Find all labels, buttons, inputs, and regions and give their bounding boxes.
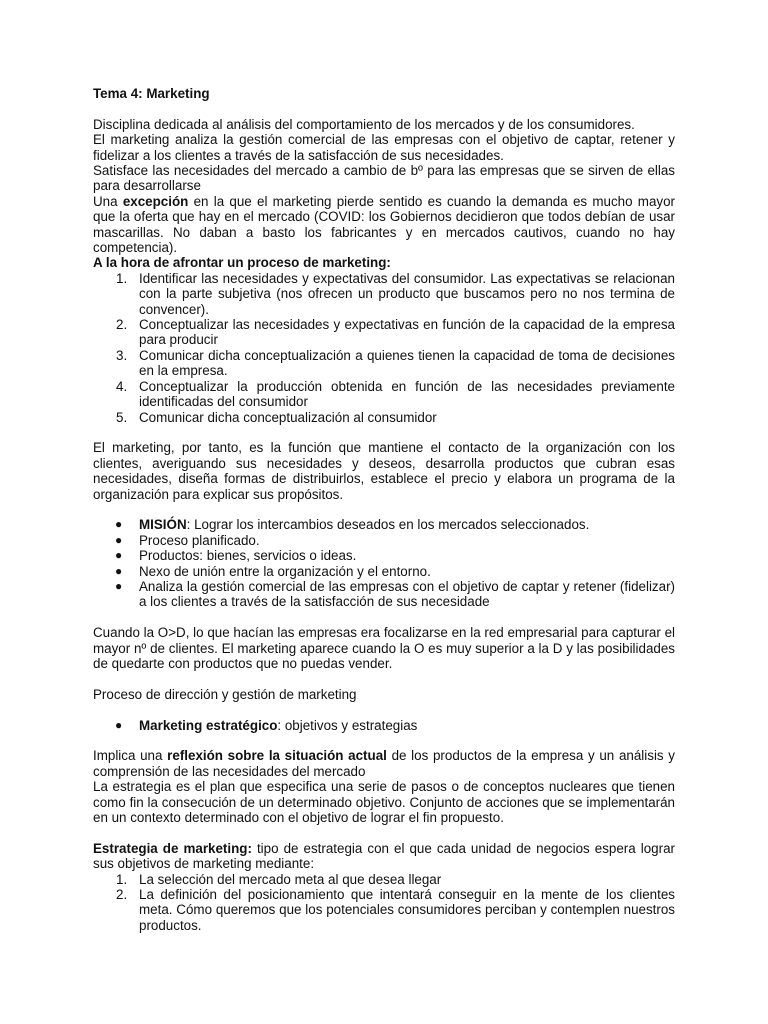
list-text: Conceptualizar la producción obtenida en función de las necesidades previamente identificadas del consumidor: [139, 378, 675, 410]
spacer: [93, 425, 675, 440]
list-number: 4.: [116, 378, 128, 394]
strategy-paragraph: La estrategia es el plan que especifica una serie de pasos o de conceptos nucleares que tienen como fin la consecución de un determinado objetivo. Conjunto de acciones que se implementarán en un contexto determinado con el objetivo de lograr el fin propuesto.: [93, 779, 675, 825]
bullet-icon: ●: [115, 578, 123, 593]
mission-bullet-list: [93, 517, 675, 609]
list-text: Productos: bienes, servicios o ideas.: [139, 548, 357, 564]
document-title: Tema 4: Marketing: [93, 86, 210, 101]
exception-post: en la que el marketing pierde sentido es cuando la demanda es mucho mayor que la oferta que hay en el mercado (COVID: los Gobiernos decidieron que todos debían de usar mascarillas. No daban a basto los fabricantes y en mercados cautivos, cuando no hay competencia).: [93, 193, 675, 256]
exception-bold: excepción: [122, 193, 189, 209]
marketing-strategy-text: tipo de estrategia con el que cada unidad de negocios espera lograr sus objetivos de marketing mediante:: [93, 840, 675, 872]
list-text: Proceso planificado.: [139, 532, 260, 548]
list-text: La selección del mercado meta al que desea llegar: [139, 871, 442, 887]
list-item: [93, 548, 675, 563]
list-item: [93, 564, 675, 579]
list-text: La definición del posicionamiento que intentará conseguir en la mente de los clientes meta. Cómo queremos que los potenciales consumidores perciban y contemplen nuestros productos.: [139, 887, 675, 933]
list-item: [93, 517, 675, 532]
exception-pre: Una: [93, 193, 123, 209]
list-number: 2.: [116, 317, 128, 333]
strategic-bullet-list: [93, 718, 675, 733]
list-item: [93, 348, 675, 379]
list-text: Comunicar dicha conceptualización a quienes tienen la capacidad de toma de decisiones en la empresa.: [139, 347, 675, 379]
spacer: [93, 610, 675, 625]
strategic-text: : objetivos y estrategias: [277, 717, 418, 733]
list-item: [93, 271, 675, 317]
intro-paragraph-1: Disciplina dedicada al análisis del comportamiento de los mercados y de los consumidores.: [93, 116, 635, 132]
bullet-icon: ●: [115, 548, 123, 563]
list-text: Identificar las necesidades y expectativas del consumidor. Las expectativas se relacionan con la parte subjetiva (nos ofrecen un producto que buscamos pero no nos termina de convencer).: [139, 270, 675, 317]
spacer: [93, 825, 675, 840]
implies-pre: Implica una: [93, 748, 168, 764]
supply-demand-paragraph: Cuando la O>D, lo que hacían las empresas era focalizarse en la red empresarial para capturar el mayor nº de clientes. El marketing aparece cuando la O es muy superior a la D y las posibilidades de quedarte con productos que no puedas vender.: [93, 625, 675, 671]
function-paragraph: El marketing, por tanto, es la función que mantiene el contacto de la organización con los clientes, averiguando sus necesidades y deseos, desarrolla productos que cubran esas necesidades, diseña formas de distribuirlos, establece el precio y elabora un programa de la organización para explicar sus propósitos.: [93, 440, 675, 502]
list-item: [93, 872, 675, 887]
exception-paragraph: [93, 194, 675, 256]
list-number: 5.: [116, 409, 128, 425]
process-list: [93, 271, 675, 425]
implies-paragraph: [93, 748, 675, 779]
list-text: Analiza la gestión comercial de las empresas con el objetivo de captar y retener (fidelizar) a los clientes a través de la satisfacción de sus necesidade: [139, 578, 675, 610]
implies-post: de los productos de la empresa y un análisis y comprensión de las necesidades del mercado: [93, 748, 675, 779]
list-item: [93, 718, 675, 733]
list-number: 2.: [116, 887, 128, 902]
list-text: Comunicar dicha conceptualización al consumidor: [139, 409, 437, 425]
list-text: Nexo de unión entre la organización y el entorno.: [139, 563, 431, 579]
marketing-strategy-list: [93, 872, 675, 934]
direction-heading: Proceso de dirección y gestión de marketing: [93, 686, 357, 702]
mision-label: MISIÓN: [139, 517, 187, 533]
process-heading: A la hora de afrontar un proceso de marketing:: [93, 255, 391, 271]
mision-text: : Lograr los intercambios deseados en los mercados seleccionados.: [186, 517, 590, 533]
list-item: [93, 317, 675, 348]
marketing-strategy-paragraph: [93, 841, 675, 872]
intro-paragraph-2: El marketing analiza la gestión comercial de las empresas con el objetivo de captar, retener y fidelizar a los clientes a través de la satisfacción de sus necesidades.: [93, 132, 675, 163]
bullet-icon: ●: [115, 532, 123, 547]
spacer: [93, 671, 675, 686]
spacer: [93, 101, 675, 116]
bullet-icon: ●: [115, 717, 123, 732]
list-number: 3.: [116, 347, 128, 363]
marketing-strategy-label: Estrategia de marketing:: [93, 840, 252, 856]
spacer: [93, 502, 675, 517]
spacer: [93, 733, 675, 748]
bullet-icon: ●: [115, 517, 123, 532]
bullet-icon: ●: [115, 563, 123, 578]
list-item: [93, 533, 675, 548]
list-text: Conceptualizar las necesidades y expectativas en función de la capacidad de la empresa para producir: [139, 317, 675, 348]
list-item: [93, 887, 675, 933]
spacer: [93, 702, 675, 717]
list-item: [93, 579, 675, 610]
list-item: [93, 410, 675, 425]
list-number: 1.: [116, 270, 128, 286]
implies-bold: reflexión sobre la situación actual: [167, 748, 387, 764]
list-item: [93, 379, 675, 410]
list-number: 1.: [116, 871, 128, 887]
strategic-label: Marketing estratégico: [139, 717, 278, 733]
intro-paragraph-3: Satisface las necesidades del mercado a cambio de bº para las empresas que se sirven de ellas para desarrollarse: [93, 163, 675, 194]
